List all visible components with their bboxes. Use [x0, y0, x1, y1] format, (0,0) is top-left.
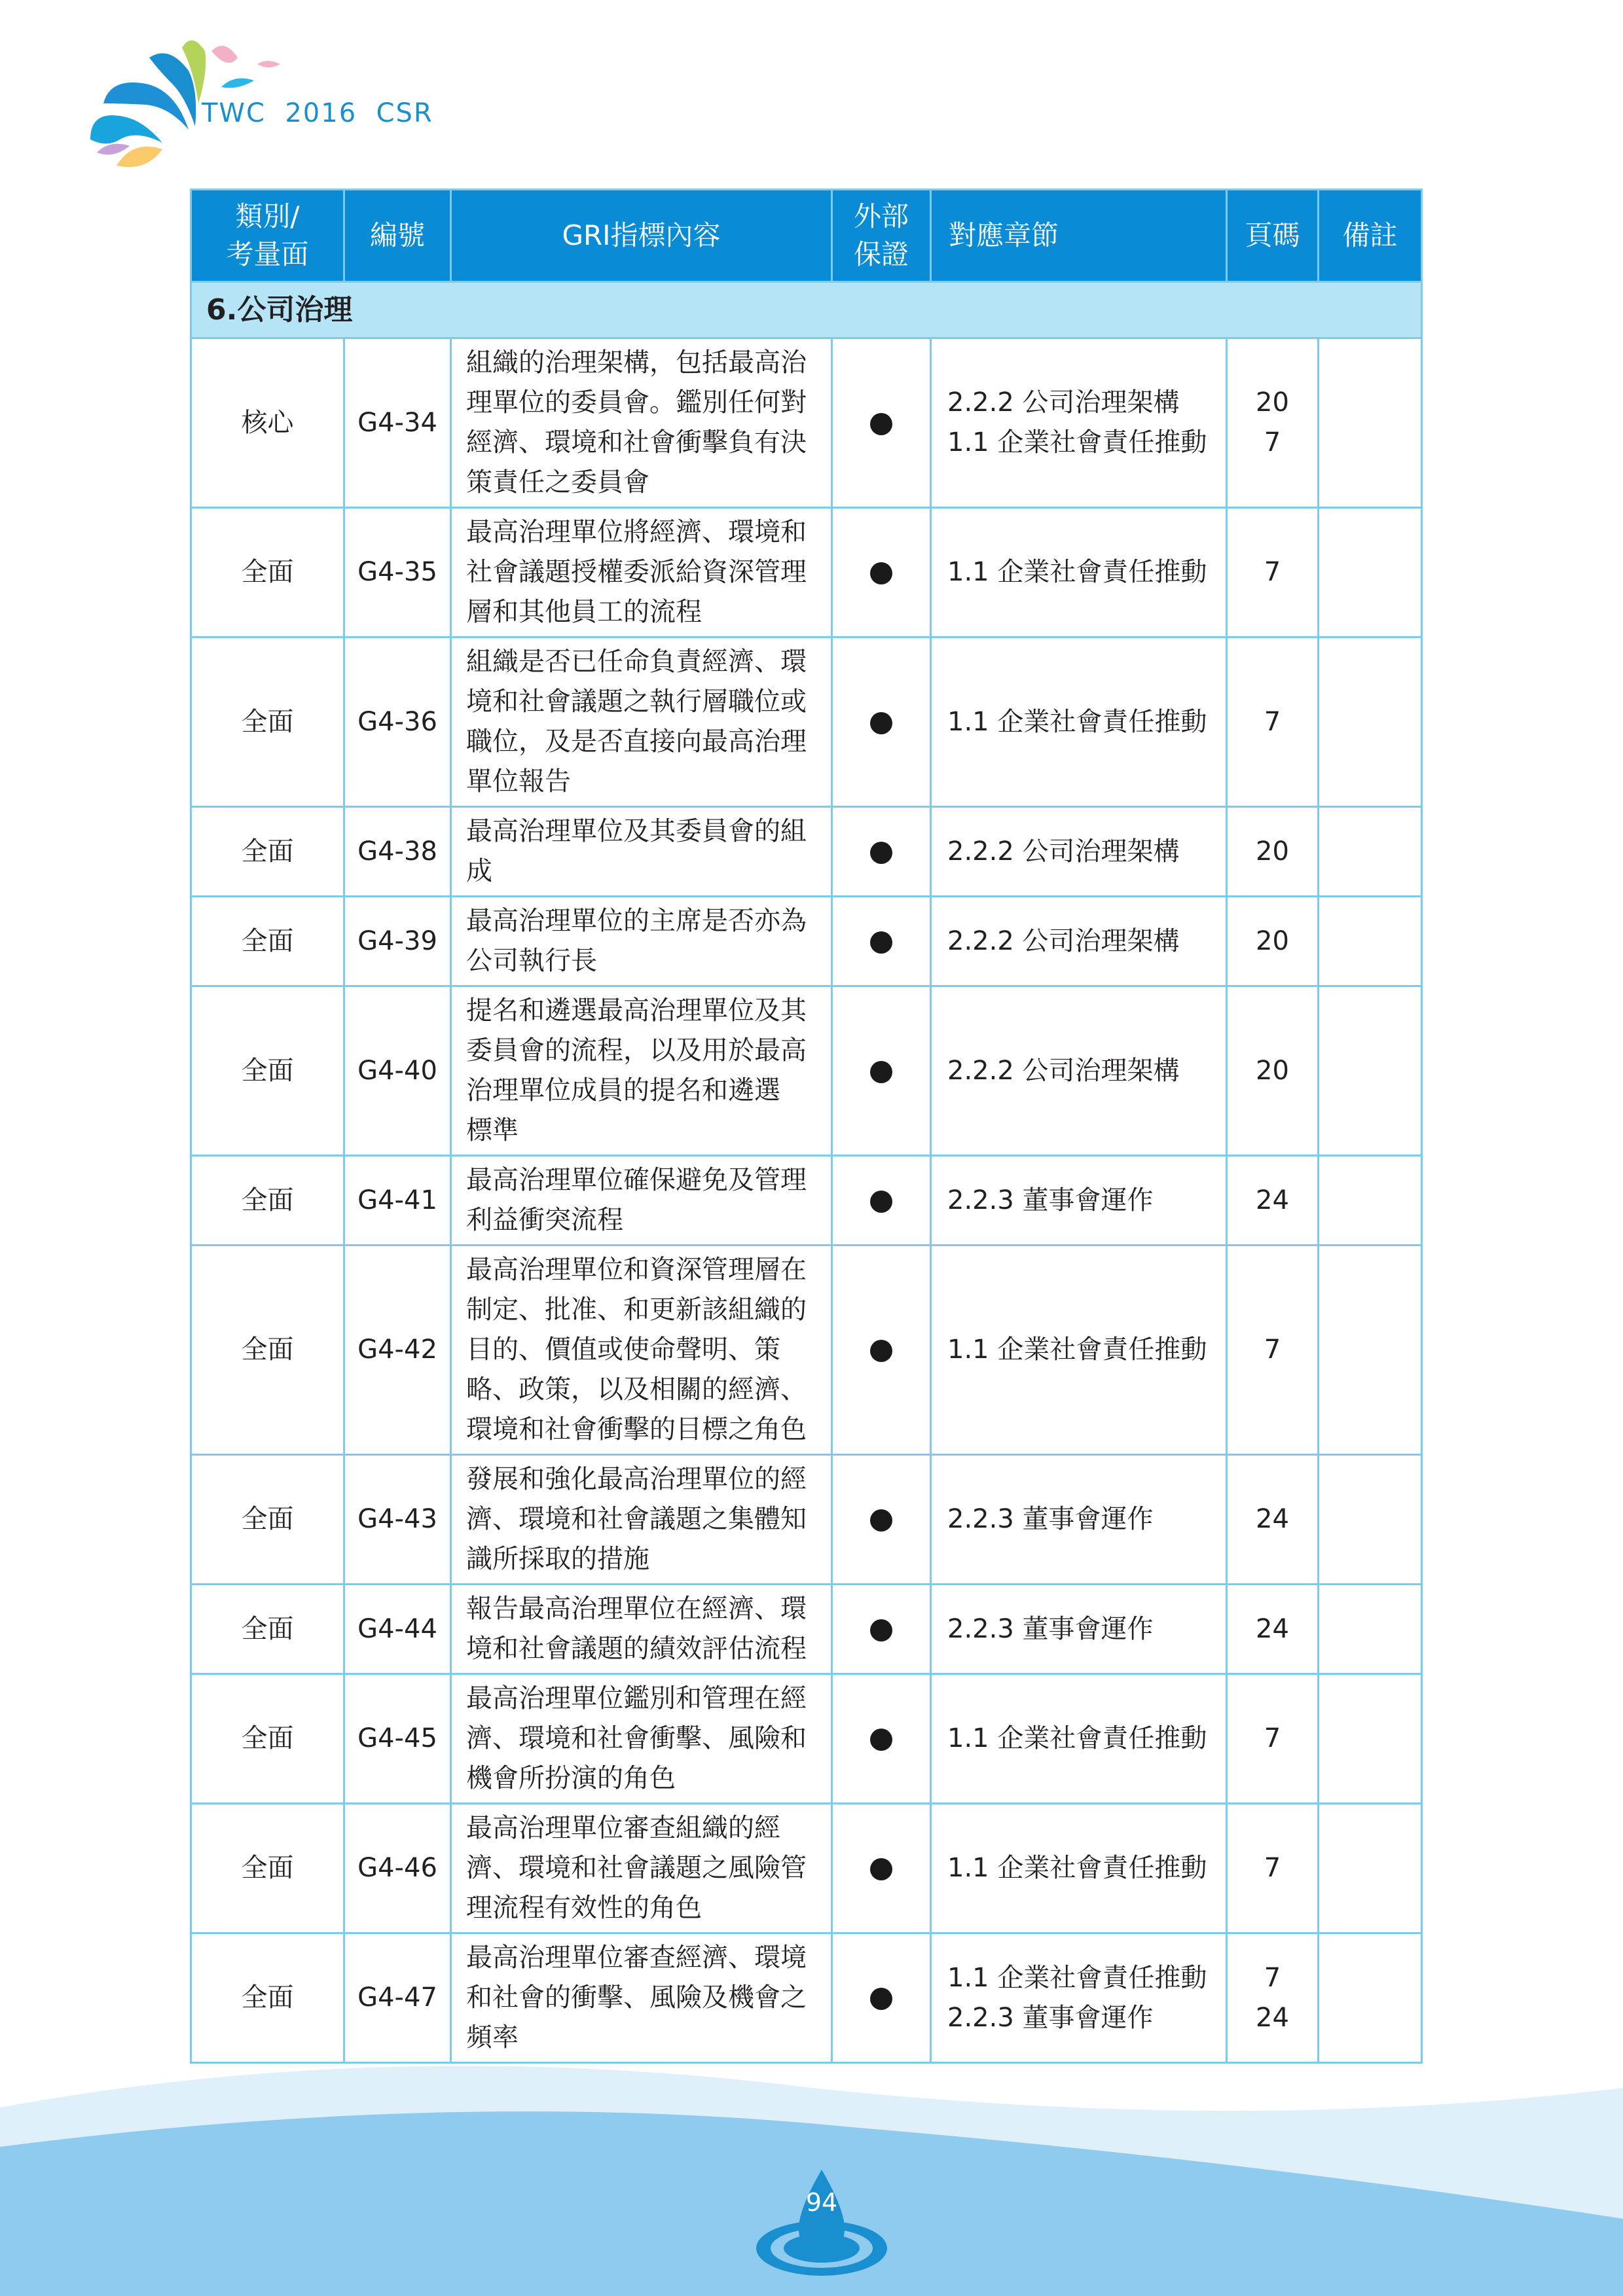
- note-cell: [1319, 1585, 1422, 1674]
- gri-content-line: 最高治理單位鑑別和管理在經: [466, 1683, 807, 1713]
- column-header-line: 保證: [853, 238, 909, 270]
- assured-bullet-icon: [870, 931, 892, 954]
- chapter-line: 1.1 企業社會責任推動: [947, 427, 1207, 457]
- gri-content-line: 策責任之委員會: [466, 467, 649, 497]
- page-line: 7: [1264, 1723, 1281, 1753]
- indicator-id-cell: G4-38: [344, 807, 451, 897]
- table-row: [191, 986, 1422, 1156]
- note-cell: [1319, 637, 1422, 807]
- section-row: [191, 282, 1422, 338]
- page-line: 20: [1256, 387, 1289, 418]
- table-row: [191, 338, 1422, 508]
- chapter-cell: [931, 897, 1227, 986]
- page-cell: [1227, 1246, 1319, 1455]
- assured-bullet-icon: [870, 842, 892, 864]
- gri-content-line: 境和社會議題的績效評估流程: [466, 1634, 807, 1664]
- note-cell: [1319, 1246, 1422, 1455]
- external-assurance-cell: [832, 807, 931, 897]
- external-assurance-cell: [832, 1674, 931, 1804]
- gri-content-line: 社會議題授權委派給資深管理: [466, 557, 807, 587]
- page-line: 7: [1264, 557, 1281, 587]
- gri-content-cell: [451, 986, 832, 1156]
- category-cell: 全面: [191, 1246, 344, 1455]
- column-header: [832, 190, 931, 282]
- chapter-cell: [931, 637, 1227, 807]
- indicator-id-cell: G4-47: [344, 1933, 451, 2063]
- chapter-line: 2.2.2 公司治理架構: [947, 836, 1180, 867]
- assured-bullet-icon: [870, 712, 892, 734]
- table-row: [191, 1246, 1422, 1455]
- page-cell: [1227, 807, 1319, 897]
- gri-content-line: 經濟、環境和社會衝擊負有決: [466, 427, 807, 457]
- page-line: 7: [1264, 1962, 1281, 1993]
- external-assurance-cell: [832, 637, 931, 807]
- category-cell: 全面: [191, 1455, 344, 1585]
- chapter-line: 2.2.3 董事會運作: [947, 1504, 1154, 1534]
- gri-content-line: 最高治理單位的主席是否亦為: [466, 906, 807, 936]
- category-cell: 全面: [191, 1156, 344, 1246]
- assured-bullet-icon: [870, 1729, 892, 1751]
- page-line: 7: [1264, 1853, 1281, 1883]
- page-cell: [1227, 1585, 1319, 1674]
- column-header-line: 類別/: [235, 200, 300, 232]
- note-cell: [1319, 807, 1422, 897]
- table-row: [191, 508, 1422, 637]
- chapter-line: 1.1 企業社會責任推動: [947, 1962, 1207, 1993]
- column-header-line: 考量面: [226, 238, 309, 270]
- chapter-line: 2.2.3 董事會運作: [947, 2002, 1154, 2033]
- gri-index-table-container: [190, 188, 1421, 2064]
- gri-content-line: 制定、批准、和更新該組織的: [466, 1295, 807, 1325]
- external-assurance-cell: [832, 897, 931, 986]
- page-line: 7: [1264, 1335, 1281, 1365]
- category-cell: 全面: [191, 1804, 344, 1933]
- gri-content-cell: [451, 1804, 832, 1933]
- gri-content-line: 識所採取的措施: [466, 1544, 649, 1574]
- table-row: [191, 1156, 1422, 1246]
- external-assurance-cell: [832, 1804, 931, 1933]
- external-assurance-cell: [832, 986, 931, 1156]
- table-row: [191, 1933, 1422, 2063]
- page-drop-icon: [753, 2166, 890, 2284]
- gri-content-cell: [451, 807, 832, 897]
- indicator-id-cell: G4-42: [344, 1246, 451, 1455]
- external-assurance-cell: [832, 1933, 931, 2063]
- gri-content-line: 環境和社會衝擊的目標之角色: [466, 1414, 807, 1444]
- table-row: [191, 1674, 1422, 1804]
- table-header-row: [191, 190, 1422, 282]
- assured-bullet-icon: [870, 1988, 892, 2010]
- gri-content-line: 頻率: [466, 2022, 519, 2053]
- chapter-line: 2.2.3 董事會運作: [947, 1185, 1154, 1215]
- chapter-line: 1.1 企業社會責任推動: [947, 706, 1207, 737]
- external-assurance-cell: [832, 1455, 931, 1585]
- chapter-cell: [931, 1804, 1227, 1933]
- note-cell: [1319, 508, 1422, 637]
- external-assurance-cell: [832, 1585, 931, 1674]
- page-line: 7: [1264, 427, 1281, 457]
- section-title: 6.公司治理: [191, 282, 1422, 338]
- gri-content-line: 委員會的流程，以及用於最高: [466, 1035, 807, 1066]
- gri-content-line: 略、政策，以及相關的經濟、: [466, 1374, 807, 1405]
- chapter-cell: [931, 1674, 1227, 1804]
- column-header: [344, 190, 451, 282]
- gri-content-line: 濟、環境和社會議題之集體知: [466, 1504, 807, 1534]
- page-cell: [1227, 1156, 1319, 1246]
- gri-content-line: 報告最高治理單位在經濟、環: [466, 1594, 807, 1624]
- note-cell: [1319, 1455, 1422, 1585]
- chapter-cell: [931, 338, 1227, 508]
- gri-content-line: 公司執行長: [466, 946, 597, 976]
- note-cell: [1319, 1156, 1422, 1246]
- category-cell: 全面: [191, 1585, 344, 1674]
- external-assurance-cell: [832, 1246, 931, 1455]
- gri-content-line: 和社會的衝擊、風險及機會之: [466, 1982, 807, 2013]
- page-cell: [1227, 1804, 1319, 1933]
- gri-content-cell: [451, 637, 832, 807]
- assured-bullet-icon: [870, 1191, 892, 1213]
- gri-content-line: 最高治理單位和資深管理層在: [466, 1255, 807, 1285]
- gri-content-cell: [451, 1156, 832, 1246]
- table-row: [191, 1804, 1422, 1933]
- chapter-cell: [931, 1246, 1227, 1455]
- gri-index-table: [190, 188, 1423, 2064]
- indicator-id-cell: G4-39: [344, 897, 451, 986]
- page-cell: [1227, 897, 1319, 986]
- table-row: [191, 1585, 1422, 1674]
- page-line: 20: [1256, 925, 1289, 956]
- page-line: 24: [1256, 1504, 1289, 1534]
- chapter-line: 1.1 企業社會責任推動: [947, 1723, 1207, 1753]
- chapter-cell: [931, 1933, 1227, 2063]
- assured-bullet-icon: [870, 562, 892, 584]
- page-cell: [1227, 1674, 1319, 1804]
- gri-content-line: 標準: [466, 1115, 519, 1145]
- gri-content-line: 組織是否已任命負責經濟、環: [466, 647, 807, 677]
- gri-content-line: 濟、環境和社會衝擊、風險和: [466, 1723, 807, 1753]
- assured-bullet-icon: [870, 1619, 892, 1641]
- category-cell: 全面: [191, 807, 344, 897]
- page-number: 94: [805, 2188, 838, 2217]
- category-cell: 全面: [191, 1933, 344, 2063]
- chapter-line: 2.2.2 公司治理架構: [947, 925, 1180, 956]
- gri-content-line: 最高治理單位將經濟、環境和: [466, 517, 807, 547]
- gri-content-line: 發展和強化最高治理單位的經: [466, 1464, 807, 1494]
- gri-content-line: 目的、價值或使命聲明、策: [466, 1335, 780, 1365]
- note-cell: [1319, 1804, 1422, 1933]
- logo-text: TWC 2016 CSR: [202, 98, 433, 128]
- chapter-line: 2.2.2 公司治理架構: [947, 1055, 1180, 1086]
- category-cell: 核心: [191, 338, 344, 508]
- gri-content-cell: [451, 508, 832, 637]
- column-header-line: 頁碼: [1245, 219, 1300, 251]
- column-header: [1319, 190, 1422, 282]
- external-assurance-cell: [832, 508, 931, 637]
- indicator-id-cell: G4-43: [344, 1455, 451, 1585]
- gri-content-line: 層和其他員工的流程: [466, 597, 702, 627]
- category-cell: 全面: [191, 508, 344, 637]
- page-cell: [1227, 338, 1319, 508]
- page-cell: [1227, 1933, 1319, 2063]
- page-line: 7: [1264, 706, 1281, 737]
- column-header-line: 對應章節: [949, 219, 1059, 251]
- assured-bullet-icon: [870, 413, 892, 435]
- gri-content-line: 理流程有效性的角色: [466, 1893, 702, 1923]
- assured-bullet-icon: [870, 1061, 892, 1083]
- indicator-id-cell: G4-34: [344, 338, 451, 508]
- gri-content-line: 最高治理單位審查組織的經: [466, 1813, 780, 1843]
- gri-content-cell: [451, 1246, 832, 1455]
- note-cell: [1319, 1674, 1422, 1804]
- gri-content-cell: [451, 1933, 832, 2063]
- gri-content-line: 利益衝突流程: [466, 1205, 623, 1235]
- chapter-cell: [931, 1156, 1227, 1246]
- gri-content-line: 組織的治理架構，包括最高治: [466, 348, 807, 378]
- chapter-cell: [931, 807, 1227, 897]
- indicator-id-cell: G4-44: [344, 1585, 451, 1674]
- gri-content-line: 最高治理單位及其委員會的組: [466, 816, 807, 846]
- indicator-id-cell: G4-45: [344, 1674, 451, 1804]
- note-cell: [1319, 897, 1422, 986]
- page-cell: [1227, 1455, 1319, 1585]
- page-line: 20: [1256, 836, 1289, 867]
- chapter-cell: [931, 508, 1227, 637]
- gri-content-line: 提名和遴選最高治理單位及其: [466, 996, 807, 1026]
- assured-bullet-icon: [870, 1509, 892, 1532]
- chapter-line: 1.1 企業社會責任推動: [947, 1853, 1207, 1883]
- gri-content-line: 濟、環境和社會議題之風險管: [466, 1853, 807, 1883]
- gri-content-line: 最高治理單位確保避免及管理: [466, 1165, 807, 1195]
- category-cell: 全面: [191, 986, 344, 1156]
- table-row: [191, 897, 1422, 986]
- gri-content-line: 理單位的委員會。鑑別任何對: [466, 387, 807, 418]
- category-cell: 全面: [191, 637, 344, 807]
- column-header: [931, 190, 1227, 282]
- table-row: [191, 1455, 1422, 1585]
- note-cell: [1319, 1933, 1422, 2063]
- gri-content-line: 成: [466, 856, 492, 886]
- page-cell: [1227, 986, 1319, 1156]
- page-line: 24: [1256, 1185, 1289, 1215]
- indicator-id-cell: G4-36: [344, 637, 451, 807]
- table-row: [191, 637, 1422, 807]
- gri-content-cell: [451, 1674, 832, 1804]
- page-cell: [1227, 637, 1319, 807]
- gri-content-cell: [451, 338, 832, 508]
- table-row: [191, 807, 1422, 897]
- gri-content-cell: [451, 1585, 832, 1674]
- page-line: 24: [1256, 1613, 1289, 1644]
- category-cell: 全面: [191, 897, 344, 986]
- column-header-line: 編號: [369, 219, 425, 251]
- assured-bullet-icon: [870, 1340, 892, 1362]
- column-header-line: 外部: [853, 200, 909, 232]
- indicator-id-cell: G4-41: [344, 1156, 451, 1246]
- indicator-id-cell: G4-40: [344, 986, 451, 1156]
- note-cell: [1319, 986, 1422, 1156]
- page-line: 24: [1256, 2002, 1289, 2033]
- chapter-line: 2.2.2 公司治理架構: [947, 387, 1180, 418]
- gri-content-line: 治理單位成員的提名和遴選: [466, 1075, 780, 1105]
- gri-content-line: 最高治理單位審查經濟、環境: [466, 1943, 807, 1973]
- gri-content-line: 單位報告: [466, 766, 571, 797]
- chapter-line: 2.2.3 董事會運作: [947, 1613, 1154, 1644]
- chapter-cell: [931, 986, 1227, 1156]
- column-header: [191, 190, 344, 282]
- page-cell: [1227, 508, 1319, 637]
- gri-content-line: 機會所扮演的角色: [466, 1763, 676, 1793]
- column-header-line: GRI指標內容: [562, 219, 721, 251]
- indicator-id-cell: G4-35: [344, 508, 451, 637]
- chapter-cell: [931, 1585, 1227, 1674]
- gri-content-line: 境和社會議題之執行層職位或: [466, 687, 807, 717]
- gri-content-line: 職位，及是否直接向最高治理: [466, 726, 807, 757]
- assured-bullet-icon: [870, 1858, 892, 1880]
- chapter-line: 1.1 企業社會責任推動: [947, 1335, 1207, 1365]
- category-cell: 全面: [191, 1674, 344, 1804]
- indicator-id-cell: G4-46: [344, 1804, 451, 1933]
- gri-content-cell: [451, 897, 832, 986]
- external-assurance-cell: [832, 338, 931, 508]
- page-line: 20: [1256, 1055, 1289, 1086]
- column-header: [451, 190, 832, 282]
- chapter-cell: [931, 1455, 1227, 1585]
- note-cell: [1319, 338, 1422, 508]
- column-header-line: 備註: [1342, 219, 1398, 251]
- gri-content-cell: [451, 1455, 832, 1585]
- column-header: [1227, 190, 1319, 282]
- external-assurance-cell: [832, 1156, 931, 1246]
- chapter-line: 1.1 企業社會責任推動: [947, 557, 1207, 587]
